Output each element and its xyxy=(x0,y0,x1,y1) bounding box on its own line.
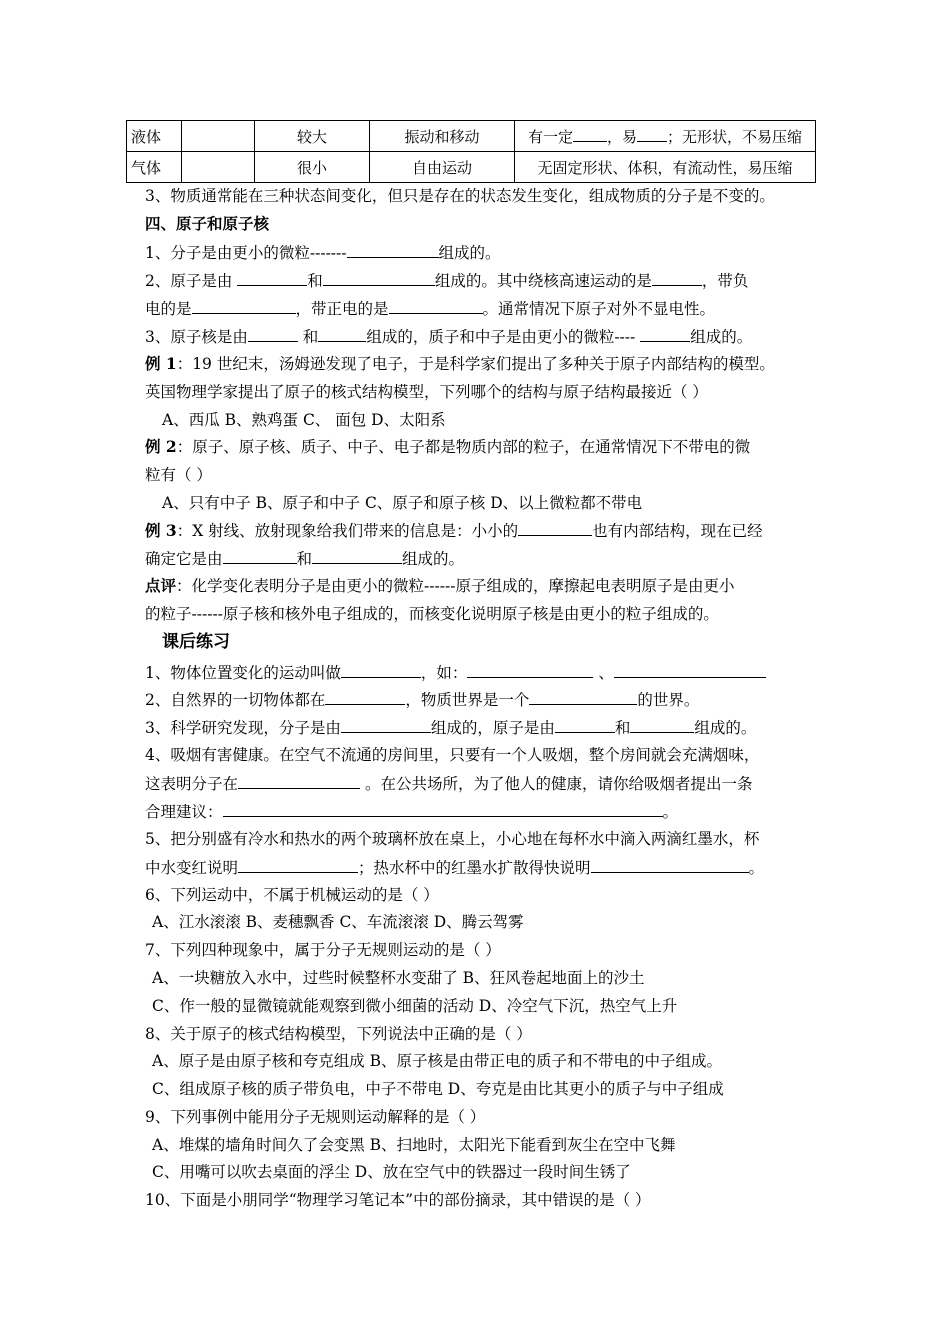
question-line xyxy=(145,270,748,291)
text: ：原子、原子核、质子、中子、电子都是物质内部的粒子，在通常情况下不带电的微 xyxy=(176,438,751,456)
text: 3、科学研究发现，分子是由 xyxy=(145,719,341,737)
table-cell xyxy=(182,121,255,152)
example-label: 例 3 xyxy=(145,521,177,540)
question-line: 9、下列事例中能用分子无规则运动解释的是（ ） xyxy=(145,1108,486,1126)
review-label: 点评 xyxy=(145,576,177,595)
fill-blank[interactable] xyxy=(238,773,360,789)
text: ，带负 xyxy=(701,272,749,290)
text: 。通常情况下原子对外不显电性。 xyxy=(482,300,716,318)
text: ；热水杯中的红墨水扩散得快说明 xyxy=(358,859,591,877)
text: 也有内部结构，现在已经 xyxy=(592,522,763,540)
example-label: 例 1 xyxy=(145,354,177,373)
states-of-matter-table xyxy=(126,120,816,183)
text: 组成的。 xyxy=(690,328,753,346)
text: 和 xyxy=(614,719,631,737)
table-cell: 较大 xyxy=(255,121,370,152)
options-line: C、用嘴可以吹去桌面的浮尘 D、放在空气中的铁器过一段时间生锈了 xyxy=(152,1163,631,1181)
fill-blank[interactable] xyxy=(248,326,298,342)
fill-blank[interactable] xyxy=(223,548,297,564)
text: 。在公共场所，为了他人的健康，请你给吸烟者提出一条 xyxy=(360,775,753,793)
text-line: 的粒子------原子核和核外电子组成的，而核变化说明原子核是由更小的粒子组成的。 xyxy=(145,605,719,623)
text: 3、原子核是由 xyxy=(145,328,248,346)
fill-blank[interactable] xyxy=(467,662,593,678)
fill-blank[interactable] xyxy=(237,270,307,286)
text: 。 xyxy=(748,859,765,877)
fill-blank[interactable] xyxy=(640,326,690,342)
options-line: A、江水滚滚 B、麦穗飘香 C、车流滚滚 D、腾云驾雾 xyxy=(152,913,524,931)
question-line xyxy=(145,298,715,319)
question-line xyxy=(145,689,699,710)
text: 组成的。 xyxy=(438,244,501,262)
text: 和 xyxy=(307,272,323,290)
text: 组成的，原子是由 xyxy=(430,719,555,737)
fill-blank[interactable] xyxy=(614,662,766,678)
text: 组成的。其中绕核高速运动的是 xyxy=(434,272,652,290)
options-line: C、组成原子核的质子带负电，中子不带电 D、夸克是由比其更小的质子与中子组成 xyxy=(152,1080,724,1098)
table-row xyxy=(127,121,816,152)
options-line: A、堆煤的墙角时间久了会变黑 B、扫地时，太阳光下能看到灰尘在空中飞舞 xyxy=(152,1136,676,1154)
fill-blank[interactable] xyxy=(312,548,402,564)
text: ，如： xyxy=(420,664,468,682)
cell-text: ；无形状，不易压缩 xyxy=(667,127,803,146)
text: 。 xyxy=(662,803,679,821)
options-line: A、西瓜 B、熟鸡蛋 C、 面包 D、太阳系 xyxy=(162,411,446,429)
review-line xyxy=(145,576,734,596)
fill-blank[interactable] xyxy=(652,270,702,286)
question-line: 7、下列四种现象中，属于分子无规则运动的是（ ） xyxy=(145,941,501,959)
text: ：19 世纪末，汤姆逊发现了电子，于是科学家们提出了多种关于原子内部结构的模型。 xyxy=(176,355,775,373)
fill-blank[interactable] xyxy=(573,126,607,142)
example-line xyxy=(145,520,763,541)
question-line xyxy=(145,857,764,878)
text: 确定它是由 xyxy=(145,550,223,568)
text: ：化学变化表明分子是由更小的微粒------原子组成的，摩擦起电表明原子是由更小 xyxy=(176,577,735,595)
table-cell: 振动和移动 xyxy=(370,121,515,152)
text: 组成的。 xyxy=(402,550,465,568)
text: 中水变红说明 xyxy=(145,859,239,877)
fill-blank[interactable] xyxy=(637,126,667,142)
cell-text: 有一定 xyxy=(527,127,573,146)
table-cell xyxy=(515,121,816,152)
options-line: A、只有中子 B、原子和中子 C、原子和原子核 D、以上微粒都不带电 xyxy=(162,494,643,512)
fill-blank[interactable] xyxy=(323,270,435,286)
text: ，带正电的是 xyxy=(295,300,389,318)
text: 2、原子是由 xyxy=(145,272,238,290)
question-line xyxy=(145,548,464,569)
text-line: 5、把分别盛有冷水和热水的两个玻璃杯放在桌上，小心地在每杯水中滴入两滴红墨水，杯 xyxy=(145,830,760,848)
question-line: 10、下面是小朋同学“物理学习笔记本”中的部份摘录，其中错误的是（ ） xyxy=(145,1191,651,1209)
text: 、 xyxy=(593,664,614,682)
text: 和 xyxy=(297,328,319,346)
cell-text: ，易 xyxy=(606,127,637,146)
options-line: A、原子是由原子核和夸克组成 B、原子核是由带正电的质子和不带电的中子组成。 xyxy=(152,1052,723,1070)
example-line xyxy=(145,437,750,457)
question-line xyxy=(145,773,752,794)
fill-blank[interactable] xyxy=(223,801,663,817)
text: 组成的，质子和中子是由更小的微粒---- xyxy=(366,328,641,346)
fill-blank[interactable] xyxy=(529,689,637,705)
options-line: A、一块糖放入水中，过些时候整杯水变甜了 B、狂风卷起地面上的沙土 xyxy=(152,969,645,987)
fill-blank[interactable] xyxy=(192,298,296,314)
fill-blank[interactable] xyxy=(325,689,405,705)
text: 合理建议： xyxy=(145,803,223,821)
question-line xyxy=(145,242,501,263)
fill-blank[interactable] xyxy=(518,520,592,536)
text: ，物质世界是一个 xyxy=(405,691,530,709)
section-heading: 课后练习 xyxy=(162,632,230,652)
table-cell xyxy=(182,152,255,183)
table-cell: 液体 xyxy=(127,121,182,152)
text-line: 粒有（ ） xyxy=(145,466,212,484)
fill-blank[interactable] xyxy=(555,717,615,733)
text-line: 4、吸烟有害健康。在空气不流通的房间里，只要有一个人吸烟，整个房间就会充满烟味， xyxy=(145,746,760,764)
fill-blank[interactable] xyxy=(318,326,366,342)
text: 组成的。 xyxy=(694,719,757,737)
fill-blank[interactable] xyxy=(347,242,439,258)
question-line: 6、下列运动中，不属于机械运动的是（ ） xyxy=(145,886,439,904)
options-line: C、作一般的显微镜就能观察到微小细菌的活动 D、冷空气下沉，热空气上升 xyxy=(152,997,678,1015)
fill-blank[interactable] xyxy=(591,857,749,873)
question-line xyxy=(145,662,766,683)
example-line xyxy=(145,354,775,374)
text: 2、自然界的一切物体都在 xyxy=(145,691,326,709)
text: ：X 射线、放射现象给我们带来的信息是：小小的 xyxy=(176,522,519,540)
fill-blank[interactable] xyxy=(389,298,483,314)
text-line: 英国物理学家提出了原子的核式结构模型，下列哪个的结构与原子结构最接近（ ） xyxy=(145,383,708,401)
question-line xyxy=(145,717,756,738)
text: 1、分子是由更小的微粒------- xyxy=(145,244,347,262)
table-cell: 很小 xyxy=(255,152,370,183)
section-heading: 四、原子和原子核 xyxy=(145,214,270,233)
example-label: 例 2 xyxy=(145,437,177,456)
table-cell: 无固定形状、体积，有流动性，易压缩 xyxy=(515,152,816,183)
table-row xyxy=(127,152,816,183)
fill-blank[interactable] xyxy=(238,857,358,873)
fill-blank[interactable] xyxy=(341,717,431,733)
text-line: 3、物质通常能在三种状态间变化，但只是存在的状态发生变化，组成物质的分子是不变的。 xyxy=(145,187,775,205)
table-cell: 自由运动 xyxy=(370,152,515,183)
text: 的世界。 xyxy=(637,691,700,709)
fill-blank[interactable] xyxy=(341,662,421,678)
text: 和 xyxy=(296,550,313,568)
question-line xyxy=(145,801,678,822)
fill-blank[interactable] xyxy=(630,717,694,733)
question-line: 8、关于原子的核式结构模型，下列说法中正确的是（ ） xyxy=(145,1025,532,1043)
text: 这表明分子在 xyxy=(145,775,239,793)
table-cell: 气体 xyxy=(127,152,182,183)
text: 电的是 xyxy=(145,300,192,318)
text: 1、物体位置变化的运动叫做 xyxy=(145,664,341,682)
question-line xyxy=(145,326,752,347)
